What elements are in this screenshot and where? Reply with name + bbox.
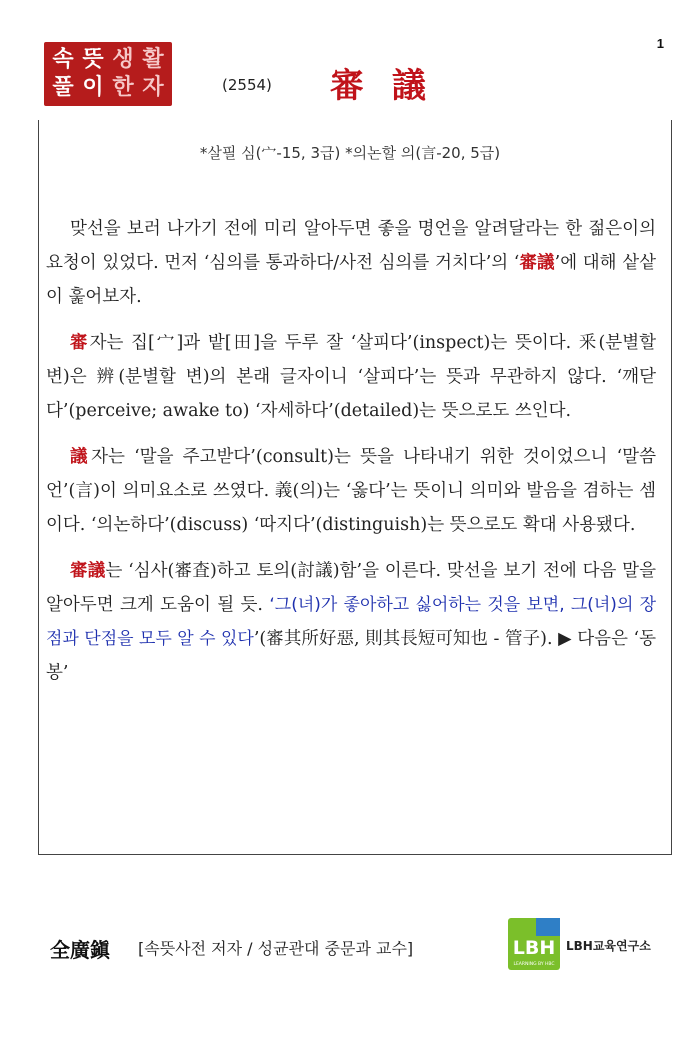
highlight-hanja: 審 — [70, 333, 90, 353]
institute-name: LBH교육연구소 — [566, 939, 651, 953]
paragraph-simui — [46, 554, 656, 690]
entry-number: (2554) — [222, 76, 272, 94]
logo-char: 한 — [112, 75, 134, 100]
lbh-logo-icon — [508, 918, 560, 970]
logo-char: 자 — [142, 75, 164, 100]
character-subtitle: *살필 심(宀-15, 3급) *의논할 의(言-20, 5급) — [199, 144, 501, 162]
paragraph-text: ’에 대해 샅샅이 훑어보자. — [46, 253, 656, 307]
highlight-hanja: 審議 — [70, 561, 106, 581]
highlight-hanja: 審議 — [519, 253, 555, 273]
page-number: 1 — [656, 36, 664, 51]
paragraph-ui — [46, 440, 656, 542]
paragraph-intro — [46, 212, 656, 314]
author-description: [속뜻사전 저자 / 성균관대 중문과 교수] — [138, 939, 414, 958]
logo-char: 뜻 — [82, 47, 104, 72]
paragraph-text: ’(審其所好惡, 則其長短可知也 - 管子). ▶ 다음은 ‘동봉’ — [46, 629, 656, 683]
logo-char: 풀 — [52, 75, 74, 100]
paragraph-sim — [46, 326, 656, 428]
logo-char: 이 — [82, 75, 104, 100]
author-name: 全廣鎭 — [50, 938, 110, 962]
logo-char: 생 — [112, 47, 134, 72]
article-body — [46, 212, 656, 702]
brand-logo — [44, 42, 172, 106]
page-title: 審 議 — [330, 66, 434, 106]
logo-char: 활 — [142, 47, 164, 72]
highlight-hanja: 議 — [70, 447, 92, 467]
paragraph-text: 는 ‘심사(審査)하고 토의(討議)함’을 이른다. 맞선을 보기 전에 다음 말을 알아두면 크게 도움이 될 듯. — [46, 561, 656, 615]
paragraph-text: 자는 ‘말을 주고받다’(consult)는 뜻을 나타내기 위한 것이었으니 ‘말씀 언’(言)이 의미요소로 쓰였다. 義(의)는 ‘옳다’는 뜻이니 의미와 발음을 겸하는 셈이다. ‘의논하다’(discuss) ‘따지다’(distinguish)는 뜻으로도 확대 사용됐다. — [46, 447, 656, 535]
paragraph-text: 자는 집[宀]과 밭[田]을 두루 잘 ‘살피다’(inspect)는 뜻이다. 釆(분별할 변)은 辨(분별할 변)의 본래 글자이니 ‘살피다’는 뜻과 무관하지 않다. ‘깨닫다’(perceive; awake to) ‘자세하다’(detailed)는 뜻으로도 쓰인다. — [46, 333, 656, 421]
lbh-tagline: LEARNING BY HBC — [513, 962, 555, 967]
lbh-mark: LBH — [512, 937, 556, 959]
logo-char: 속 — [52, 47, 74, 72]
quote-text: ‘그(녀)가 좋아하고 싫어하는 것을 보면, 그(녀)의 장점과 단점을 모두 알 수 있다 — [46, 595, 656, 649]
paragraph-text: 맞선을 보러 나가기 전에 미리 알아두면 좋을 명언을 알려달라는 한 젊은이의 요청이 있었다. 먼저 ‘심의를 통과하다/사전 심의를 거치다’의 ‘ — [46, 219, 656, 273]
